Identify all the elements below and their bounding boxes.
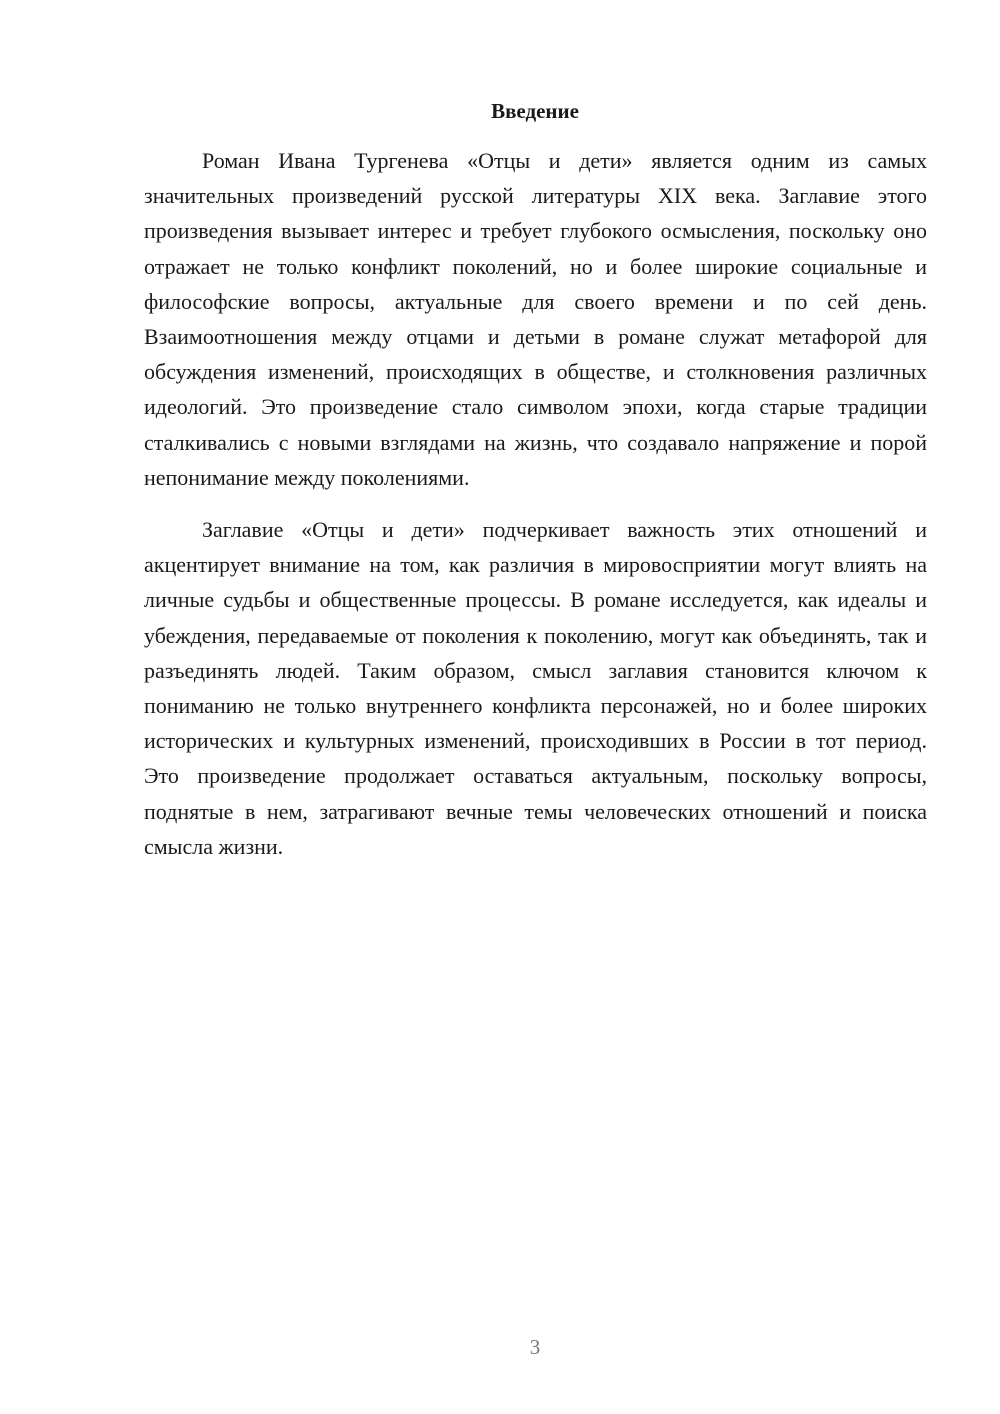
- section-heading: Введение: [491, 99, 579, 123]
- body-text: [144, 143, 927, 864]
- paragraph-title-meaning: Заглавие «Отцы и дети» подчеркивает важность этих отношений и акцентирует внимание на том, как различия в мировосприятии могут влиять на личные судьбы и общественные процессы. В романе исследуется, как идеалы и убеждения, передаваемые от поколения к поколению, могут как объединять, так и разъединять людей. Таким образом, смысл заглавия становится ключом к пониманию не только внутреннего конфликта персонажей, но и более широких исторических и культурных изменений, происходивших в России в тот период. Это произведение продолжает оставаться актуальным, поскольку вопросы, поднятые в нем, затрагивают вечные темы человеческих отношений и поиска смысла жизни.: [144, 517, 927, 859]
- page-number: 3: [529, 1335, 541, 1359]
- paragraph-intro: Роман Ивана Тургенева «Отцы и дети» является одним из самых значительных произведений русской литературы XIX века. Заглавие этого произведения вызывает интерес и требует глубокого осмысления, поскольку оно отражает не только конфликт поколений, но и более широкие социальные и философские вопросы, актуальные для своего времени и по сей день. Взаимоотношения между отцами и детьми в романе служат метафорой для обсуждения изменений, происходящих в обществе, и столкновения различных идеологий. Это произведение стало символом эпохи, когда старые традиции сталкивались с новыми взглядами на жизнь, что создавало напряжение и порой непонимание между поколениями.: [144, 148, 927, 490]
